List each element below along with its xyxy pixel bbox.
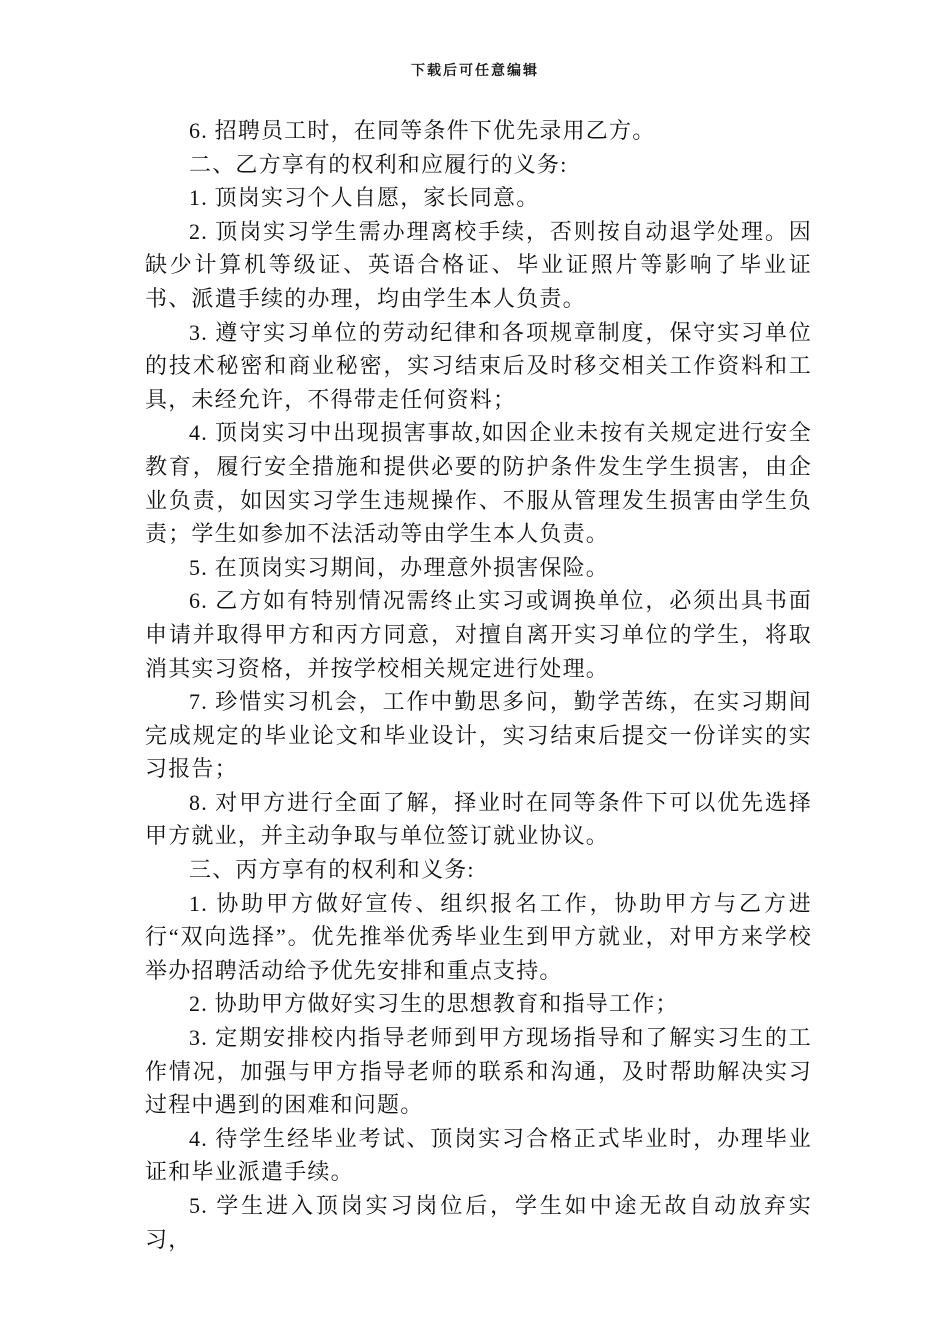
paragraph: 8. 对甲方进行全面了解，择业时在同等条件下可以优先选择甲方就业，并主动争取与单位签订就业协议。 — [145, 789, 812, 849]
paragraph: 2. 顶岗实习学生需办理离校手续，否则按自动退学处理。因缺少计算机等级证、英语合格证、毕业证照片等影响了毕业证书、派遣手续的办理，均由学生本人负责。 — [145, 218, 812, 311]
paragraph: 三、丙方享有的权利和义务: — [189, 857, 475, 883]
document-body — [145, 114, 812, 1256]
paragraph: 4. 待学生经毕业考试、顶岗实习合格正式毕业时，办理毕业证和毕业派遣手续。 — [145, 1125, 812, 1185]
paragraph: 2. 协助甲方做好实习生的思想教育和指导工作； — [189, 991, 679, 1017]
paragraph: 1. 顶岗实习个人自愿，家长同意。 — [189, 185, 540, 211]
page-header — [0, 60, 950, 80]
paragraph: 二、乙方享有的权利和应履行的义务: — [189, 151, 568, 177]
paragraph: 5. 学生进入顶岗实习岗位后，学生如中途无故自动放弃实习， — [145, 1193, 812, 1252]
paragraph: 6. 乙方如有特别情况需终止实习或调换单位，必须出具书面申请并取得甲方和丙方同意，对擅自离开实习单位的学生，将取消其实习资格，并按学校相关规定进行处理。 — [145, 588, 812, 681]
paragraph: 5. 在顶岗实习期间，办理意外损害保险。 — [189, 554, 610, 580]
header-watermark-text: 下载后可任意编辑 — [411, 64, 539, 79]
paragraph: 7. 珍惜实习机会，工作中勤思多问，勤学苦练，在实习期间完成规定的毕业论文和毕业设计，实习结束后提交一份详实的实习报告； — [145, 689, 812, 782]
paragraph: 1. 协助甲方做好宣传、组织报名工作，协助甲方与乙方进行“双向选择”。优先推举优秀毕业生到甲方就业，对甲方来学校举办招聘活动给予优先安排和重点支持。 — [145, 890, 812, 983]
paragraph: 3. 定期安排校内指导老师到甲方现场指导和了解实习生的工作情况，加强与甲方指导老师的联系和沟通，及时帮助解决实习过程中遇到的困难和问题。 — [145, 1025, 812, 1118]
paragraph: 3. 遵守实习单位的劳动纪律和各项规章制度，保守实习单位的技术秘密和商业秘密，实习结束后及时移交相关工作资料和工具，未经允许，不得带走任何资料； — [145, 319, 812, 412]
paragraph: 6. 招聘员工时，在同等条件下优先录用乙方。 — [189, 118, 656, 143]
paragraph: 4. 顶岗实习中出现损害事故,如因企业未按有关规定进行安全教育，履行安全措施和提供必要的防护条件发生学生损害，由企业负责，如因实习学生违规操作、不服从管理发生损害由学生负责；学生如参加不法活动等由学生本人负责。 — [145, 420, 812, 547]
